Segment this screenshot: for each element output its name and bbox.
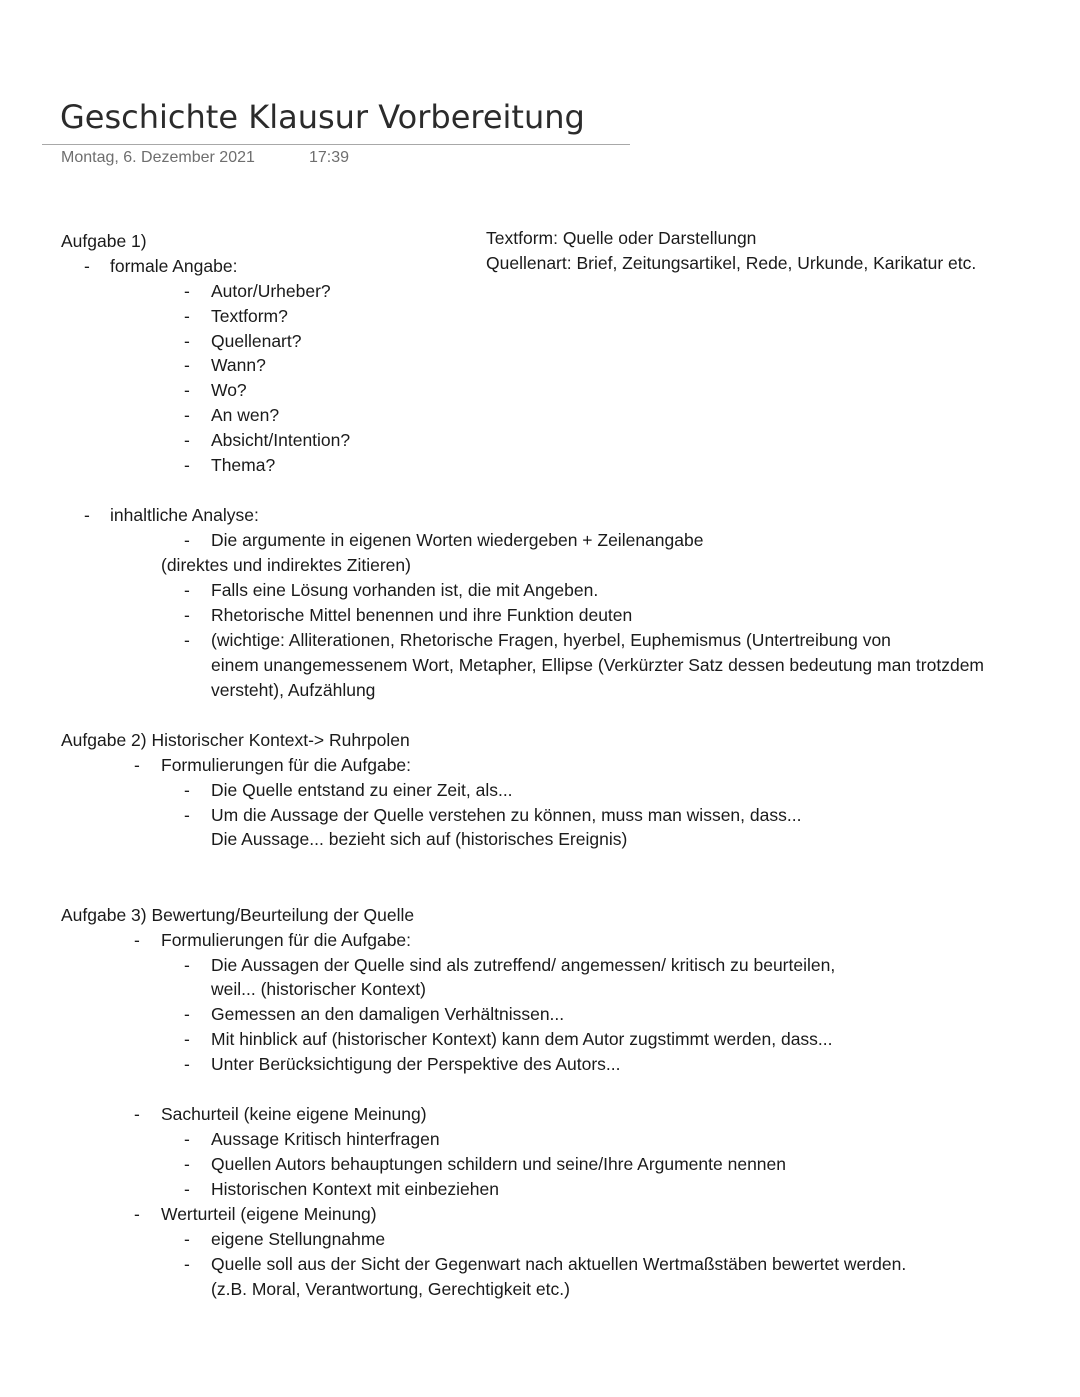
bullet-dash: - [184,1254,190,1274]
page-title: Geschichte Klausur Vorbereitung [60,98,585,136]
bullet-dash: - [184,405,190,425]
list-item: Autor/Urheber? [211,281,331,301]
bullet-dash: - [184,955,190,975]
bullet-dash: - [184,1129,190,1149]
bullet-dash: - [184,1029,190,1049]
list-item: Rhetorische Mittel benennen und ihre Funktion deuten [211,605,633,625]
list-item: Quellenart? [211,331,302,351]
bullet-dash: - [134,1104,140,1124]
bullet-dash: - [184,1054,190,1074]
list-item-continuation: Die Aussage... bezieht sich auf (historisches Ereignis) [211,829,628,849]
list-item: Wann? [211,355,266,375]
bullet-dash: - [184,780,190,800]
list-item: Aussage Kritisch hinterfragen [211,1129,440,1149]
list-item-continuation: weil... (historischer Kontext) [211,979,426,999]
list-item: Unter Berücksichtigung der Perspektive des Autors... [211,1054,621,1074]
bullet-dash: - [184,380,190,400]
list-item: An wen? [211,405,280,425]
task3-heading: Aufgabe 3) Bewertung/Beurteilung der Quelle [61,905,415,925]
title-divider [42,144,630,145]
task3-label: Formulierungen für die Aufgabe: [161,930,412,950]
bullet-dash: - [184,355,190,375]
list-item: Quellen Autors behauptungen schildern und seine/Ihre Argumente nennen [211,1154,787,1174]
task1-content-label: inhaltliche Analyse: [110,505,259,525]
bullet-dash: - [184,1154,190,1174]
bullet-dash: - [184,805,190,825]
list-item-continuation: einem unangemessenem Wort, Metapher, Ellipse (Verkürzter Satz dessen bedeutung man trotzdem [211,655,984,675]
list-item: Die Aussagen der Quelle sind als zutreffend/ angemessen/ kritisch zu beurteilen, [211,955,836,975]
list-item: Um die Aussage der Quelle verstehen zu können, muss man wissen, dass... [211,805,802,825]
list-item-continuation: (direktes und indirektes Zitieren) [161,555,411,575]
side-note-quellenart: Quellenart: Brief, Zeitungsartikel, Rede, Urkunde, Karikatur etc. [486,253,977,273]
sachurteil-label: Sachurteil (keine eigene Meinung) [161,1104,427,1124]
bullet-dash: - [184,1229,190,1249]
list-item: Textform? [211,306,288,326]
note-date: Montag, 6. Dezember 2021 [61,149,255,166]
list-item: Thema? [211,455,276,475]
bullet-dash: - [184,281,190,301]
bullet-dash: - [134,1204,140,1224]
list-item: Wo? [211,380,247,400]
list-item: Die argumente in eigenen Worten wiedergeben + Zeilenangabe [211,530,704,550]
bullet-dash: - [84,256,90,276]
bullet-dash: - [184,306,190,326]
list-item: Absicht/Intention? [211,430,351,450]
list-item-continuation: versteht), Aufzählung [211,680,376,700]
bullet-dash: - [184,1004,190,1024]
list-item: eigene Stellungnahme [211,1229,386,1249]
list-item: Gemessen an den damaligen Verhältnissen... [211,1004,565,1024]
side-note-textform: Textform: Quelle oder Darstellungn [486,228,757,248]
bullet-dash: - [134,930,140,950]
list-item: Falls eine Lösung vorhanden ist, die mit Angeben. [211,580,599,600]
list-item: Quelle soll aus der Sicht der Gegenwart nach aktuellen Wertmaßstäben bewertet werden. [211,1254,907,1274]
werturteil-label: Werturteil (eigene Meinung) [161,1204,377,1224]
task2-heading: Aufgabe 2) Historischer Kontext-> Ruhrpolen [61,730,410,750]
list-item: Die Quelle entstand zu einer Zeit, als... [211,780,513,800]
bullet-dash: - [184,430,190,450]
task1-heading: Aufgabe 1) [61,231,147,251]
bullet-dash: - [184,530,190,550]
bullet-dash: - [84,505,90,525]
bullet-dash: - [184,1179,190,1199]
task2-label: Formulierungen für die Aufgabe: [161,755,412,775]
bullet-dash: - [184,580,190,600]
list-item-continuation: (z.B. Moral, Verantwortung, Gerechtigkeit etc.) [211,1279,570,1299]
bullet-dash: - [184,331,190,351]
task1-formal-label: formale Angabe: [110,256,238,276]
bullet-dash: - [184,605,190,625]
list-item: Mit hinblick auf (historischer Kontext) kann dem Autor zugstimmt werden, dass... [211,1029,833,1049]
bullet-dash: - [134,755,140,775]
list-item: Historischen Kontext mit einbeziehen [211,1179,499,1199]
bullet-dash: - [184,630,190,650]
note-time: 17:39 [309,149,350,166]
list-item: (wichtige: Alliterationen, Rhetorische Fragen, hyerbel, Euphemismus (Untertreibung von [211,630,891,650]
bullet-dash: - [184,455,190,475]
